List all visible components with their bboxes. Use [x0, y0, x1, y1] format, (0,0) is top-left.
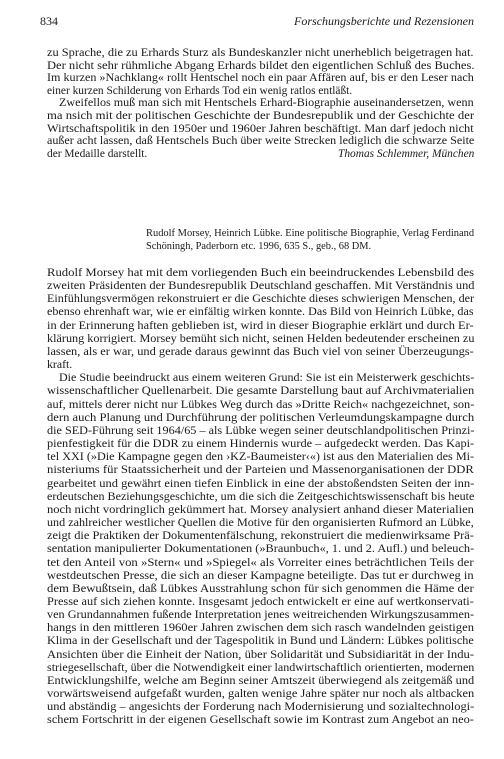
review1-line: zu Sprache, die zu Erhards Sturz als Bundeskanzler nicht unerheblich beigetragen hat.	[47, 47, 474, 59]
review1-line: Zweifellos muß man sich mit Hentschels Erhard-Biographie auseinandersetzen, wenn	[59, 97, 474, 110]
review2-line: noch nicht vordringlich gekümmert hat. Morsey analysiert anhand dieser Materialien	[47, 501, 474, 516]
review2-line: in der Erinnerung haften geblieben ist, wird in dieser Biographie erklärt und durch Er-	[47, 317, 474, 332]
review2-line: die SED-Führung seit 1964/65 – als Lübke wegen seiner deutschlandpolitischen Prinzi-	[47, 422, 475, 437]
review2-line: pienfestigkeit für die DDR zu einem Hindernis wurde – aufgedeckt werden. Das Kapi-	[47, 436, 475, 451]
review2-line: dem Bewußtsein, daß Lübkes Ausstrahlung schon für sich genommen die Häme der	[47, 580, 474, 595]
page-number: 834	[40, 14, 58, 28]
review2-line: Die Studie beeindruckt aus einem weiteren Grund: Sie ist ein Meisterwerk geschichts-	[59, 370, 475, 385]
review2-line: Entwicklungshilfe, welche am Beginn seiner Amtszeit überwiegend als zeitgemäß und	[47, 672, 475, 687]
review2-line: schem Fortschritt in der eigenen Gesellschaft sowie im Kontrast zum Angebot an neo-	[47, 712, 474, 727]
review2-line: wissenschaftlicher Quellenarbeit. Die gesamte Darstellung baut auf Archivmaterialien	[47, 383, 475, 398]
review1-line: außer acht lassen, daß Hentschels Buch über weite Strecken lediglich die schwarze Seite	[47, 135, 475, 148]
review2-line: Presse auf sich ziehen konnte. Insgesamt jedoch entwickelt er eine auf wertkonservati-	[47, 594, 474, 608]
review2-line: dern auch Planung und Durchführung der politischen Verleumdungskampagne durch	[47, 409, 475, 424]
review2-line: striegesellschaft, über die Notwendigkeit einer landwirtschaftlich orientierten, modernen	[47, 659, 475, 674]
review1-line: einer kurzen Schilderung von Erhards Tod ein wenig ratlos entläßt.	[47, 84, 353, 97]
citation-line: Rudolf Morsey, Heinrich Lübke. Eine politische Biographie, Verlag Ferdinand	[146, 228, 475, 239]
review2-line: gearbeitet und gewährt einen tiefen Einblick in eine der abstoßendsten Seiten der inn-	[47, 475, 475, 490]
review2-line: tet den Anteil von »Stern« und »Spiegel« als Vorreiter eines beträchtlichen Teils der	[47, 554, 474, 569]
review2-line: westdeutschen Presse, die sich an dieser Kampagne beteiligte. Das tut er durchweg in	[47, 567, 474, 582]
review2-line: erdeutschen Beziehungsgeschichte, um die sich die Zeitgeschichtswissenschaft bis heute	[47, 488, 475, 503]
review2-line: und abständig – angesichts der Forderung nach Modernisierung und sozialtechnologi-	[47, 699, 475, 714]
review2-line: hangs in den mittleren 1960er Jahren zwischen dem sich rasch wandelnden geistigen	[47, 620, 474, 635]
review2-line: zweiten Präsidenten der Bundesrepublik Deutschland geschaffen. Mit Verständnis und	[47, 278, 475, 293]
review2-line: Rudolf Morsey hat mit dem vorliegenden Buch ein beeindruckendes Lebensbild des	[47, 265, 475, 279]
page-header	[40, 14, 474, 30]
review2-line: Einfühlungsvermögen rekonstruiert er die Geschichte dieses schwierigen Menschen, der	[47, 291, 475, 306]
review-author: Thomas Schlemmer, München	[338, 147, 475, 160]
review2-line: zeigt die Praktiken der Dokumentenfälschung, rekonstruiert die medienwirksame Prä-	[47, 528, 474, 543]
review2-line: sentation manipulierter Dokumentationen (»Braunbuch«, 1. und 2. Aufl.) und beleuch-	[47, 541, 475, 556]
review1-line: Wirtschaftspolitik in den 1950er und 1960er Jahren beschäftigt. Man darf jedoch nicht	[47, 122, 474, 135]
review1-line: der Medaille darstellt.	[47, 147, 148, 160]
review2-line: Ansichten über die Einheit der Nation, über Solidarität und Subsidiarität in der Indu-	[47, 646, 475, 661]
citation-line: Schöningh, Paderborn etc. 1996, 635 S., geb., 68 DM.	[146, 241, 372, 252]
review2-line: ebenso ehrenhaft war, wie er einfältig wirken konnte. Das Bild von Heinrich Lübke, das	[47, 304, 474, 319]
review2-line: und zahlreicher westlicher Quellen die Motive für den organisierten Rufmord an Lübke,	[47, 515, 474, 530]
review2-line: Klima in der Gesellschaft und der Tagespolitik in Bund und Ländern: Lübkes politische	[47, 633, 474, 648]
review2-line: lassen, als er war, und gerade daraus gewinnt das Buch viel von seiner Überzeugungs-	[47, 343, 474, 358]
review1-line: Im kurzen »Nachklang« rollt Hentschel noch ein paar Affären auf, bis er den Leser nach	[47, 72, 474, 85]
review2-line: auf, mittels derer nicht nur Lübkes Weg durch das »Dritte Reich« nachgezeichnet, son-	[47, 396, 475, 411]
review2-line: kraft.	[47, 357, 73, 372]
review2-line: ven Grundannahmen fußende Interpretation jenes weitreichenden Wirkungszusammen-	[47, 607, 475, 622]
review1-line: ma nsich mit der politischen Geschichte der Bundesrepublik und der Geschichte der	[47, 110, 475, 122]
review2-line: nisteriums für Staatssicherheit und der Parteien und Massenorganisationen der DDR	[47, 462, 474, 477]
review2-line: klärung korrigiert. Morsey bemüht sich nicht, seinen Helden bedeutender erscheinen zu	[47, 330, 475, 345]
review2-line: vorwärtsweisend aufgefaßt wurden, galten wenige Jahre später nur noch als altbacken	[47, 686, 475, 701]
review1-line: Der nicht sehr rühmliche Abgang Erhards bildet den eigentlichen Schluß des Buches.	[47, 59, 475, 72]
running-head: Forschungsberichte und Rezensionen	[294, 14, 474, 28]
review2-line: tel XXI (»Die Kampagne gegen den ›KZ-Baumeister‹«) ist aus den Materialien des Mi-	[47, 449, 475, 464]
